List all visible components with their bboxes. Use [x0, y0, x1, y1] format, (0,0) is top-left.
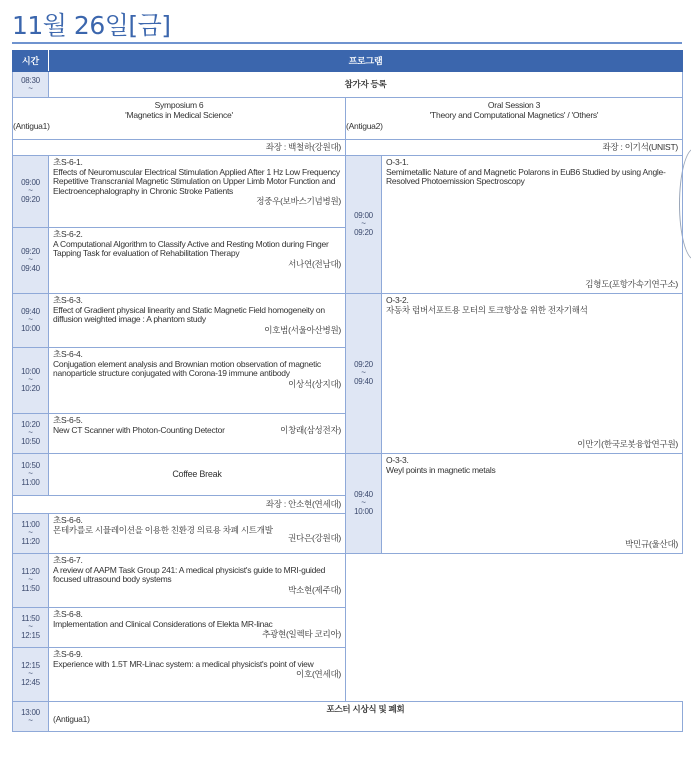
- talk-cell: [49, 514, 346, 554]
- talk-speaker: 이호(연세대): [296, 669, 341, 680]
- time-cell: 09:20 ~ 09:40: [13, 228, 49, 294]
- talk-code: O-3-3.: [386, 455, 409, 465]
- talk-title: Experience with 1.5T MR-Linac system: a medical physicist's point of view: [53, 658, 314, 669]
- talk-cell: [382, 294, 683, 454]
- talk-cell: [49, 348, 346, 414]
- talk-code: O-3-1.: [386, 157, 409, 167]
- symposium-room: (Antigua1): [13, 121, 50, 132]
- poster-label: 포스터 시상식 및 폐회: [326, 704, 405, 714]
- talk-cell: [382, 156, 683, 294]
- header-row: [13, 51, 683, 72]
- talk-title: New CT Scanner with Photon-Counting Detector: [53, 424, 225, 435]
- talk-title: A Computational Algorithm to Classify Active and Resting Motion during Finger Tapping Task for evaluation of Rehabilitation Therapy: [53, 238, 329, 259]
- oral-header: [346, 98, 683, 140]
- talk-title: 몬테카를로 시뮬레이션을 이용한 친환경 의료용 차폐 시트개발: [53, 524, 273, 535]
- symposium-header: [13, 98, 346, 140]
- chair-row: [13, 140, 683, 156]
- talk-cell: [49, 608, 346, 648]
- talk-title: Implementation and Clinical Considerations of Elekta MR-linac: [53, 618, 273, 629]
- talk-code: 초S-6-1.: [53, 157, 83, 167]
- talk-speaker: 이호범(서울아산병원): [264, 324, 341, 335]
- page-title: 11월 26일[금]: [12, 11, 171, 40]
- talk-cell: [49, 228, 346, 294]
- table-row: [13, 294, 683, 348]
- talk-title: Weyl points in magnetic metals: [386, 464, 496, 475]
- talk-code: 초S-6-3.: [53, 295, 83, 305]
- talk-speaker: 박민규(울산대): [625, 539, 678, 550]
- header-time: 시간: [13, 51, 49, 72]
- registration-row: [13, 72, 683, 98]
- coffee-row: [13, 454, 683, 496]
- chair-symposium-second: 좌장 : 안소현(연세대): [13, 496, 346, 514]
- talk-code: O-3-2.: [386, 295, 409, 305]
- talk-cell: [382, 454, 683, 554]
- time-cell: 08:30 ~: [13, 72, 49, 98]
- coffee-break-label: Coffee Break: [49, 454, 346, 496]
- time-cell: 10:20 ~ 10:50: [13, 414, 49, 454]
- time-cell: 09:40 ~ 10:00: [346, 454, 382, 554]
- talk-cell: [49, 414, 346, 454]
- oral-room: (Antigua2): [346, 121, 383, 132]
- poster-row: [13, 702, 683, 732]
- talk-title: Semimetallic Nature of and Magnetic Polarons in EuB6 Studied by using Angle-Resolved Photoemission Spectroscopy: [386, 166, 666, 187]
- time-cell: 11:20 ~ 11:50: [13, 554, 49, 608]
- symposium-subtitle: 'Magnetics in Medical Science': [125, 109, 233, 120]
- table-row: [13, 554, 683, 608]
- talk-speaker: 이상석(상지대): [288, 378, 341, 389]
- time-cell: 13:00 ~: [13, 702, 49, 732]
- talk-title: Effects of Neuromuscular Electrical Stimulation Applied After 1 Hz Low Frequency Repetitive Transcranial Magnetic Stimulation on Upper Limb Motor Function and Electroencephalography in Chronic Stroke Patients: [53, 166, 340, 196]
- time-cell: 11:00 ~ 11:20: [13, 514, 49, 554]
- time-cell: 10:00 ~ 10:20: [13, 348, 49, 414]
- time-cell: 10:50 ~ 11:00: [13, 454, 49, 496]
- talk-speaker: 이만기(한국로봇융합연구원): [577, 439, 678, 450]
- time-cell: 09:20 ~ 09:40: [346, 294, 382, 454]
- talk-speaker: 박소현(제주대): [288, 584, 341, 595]
- talk-cell: [49, 156, 346, 228]
- talk-title: Conjugation element analysis and Brownian motion observation of magnetic nanoparticle structure conjugated with Corona-19 immune antibody: [53, 358, 321, 379]
- title-underline: [12, 42, 682, 44]
- talk-code: 초S-6-2.: [53, 229, 83, 239]
- chair-symposium: 좌장 : 백철하(강원대): [13, 140, 346, 156]
- time-cell: 09:40 ~ 10:00: [13, 294, 49, 348]
- registration-label: 참가자 등록: [49, 72, 683, 98]
- table-row: [13, 156, 683, 228]
- talk-title: A review of AAPM Task Group 241: A medical physicist's guide to MRI-guided focused ultrasound body systems: [53, 564, 326, 585]
- time-cell: 11:50 ~ 12:15: [13, 608, 49, 648]
- talk-speaker: 이창래(삼성전자): [280, 425, 341, 436]
- time-cell: 09:00 ~ 09:20: [346, 156, 382, 294]
- empty-cell: [346, 554, 683, 702]
- poster-room: (Antigua1): [53, 713, 90, 724]
- talk-speaker: 서나연(전남대): [288, 258, 341, 269]
- oral-subtitle: 'Theory and Computational Magnetics' / 'Others': [429, 109, 599, 120]
- talk-speaker: 추광현(일렉타 코리아): [262, 629, 341, 640]
- header-program: 프로그램: [49, 51, 683, 72]
- talk-speaker: 김형도(포항가속기연구소): [585, 279, 678, 290]
- talk-code: 초S-6-8.: [53, 609, 83, 619]
- time-cell: 09:00 ~ 09:20: [13, 156, 49, 228]
- talk-title: Effect of Gradient physical linearity and Static Magnetic Field homogeneity on diffusion weighted image : A phantom study: [53, 304, 325, 325]
- talk-cell: [49, 294, 346, 348]
- talk-code: 초S-6-4.: [53, 349, 83, 359]
- time-cell: 12:15 ~ 12:45: [13, 648, 49, 702]
- talk-speaker: 정중우(보바스기념병원): [256, 196, 341, 207]
- oral-name: Oral Session 3: [487, 100, 541, 110]
- talk-title: 자동차 럼버서포트용 모터의 토크향상을 위한 전자기해석: [386, 304, 588, 315]
- talk-speaker: 권다은(강원대): [288, 533, 341, 544]
- talk-code: 초S-6-5.: [53, 415, 83, 425]
- talk-cell: [49, 648, 346, 702]
- talk-cell: [49, 554, 346, 608]
- talk-code: 초S-6-6.: [53, 515, 83, 525]
- poster-cell: [49, 702, 683, 732]
- talk-code: 초S-6-7.: [53, 555, 83, 565]
- schedule-table: [12, 50, 683, 732]
- session-header-row: [13, 98, 683, 140]
- chair-oral: 좌장 : 이기석(UNIST): [346, 140, 683, 156]
- symposium-name: Symposium 6: [154, 100, 204, 110]
- talk-code: 초S-6-9.: [53, 649, 83, 659]
